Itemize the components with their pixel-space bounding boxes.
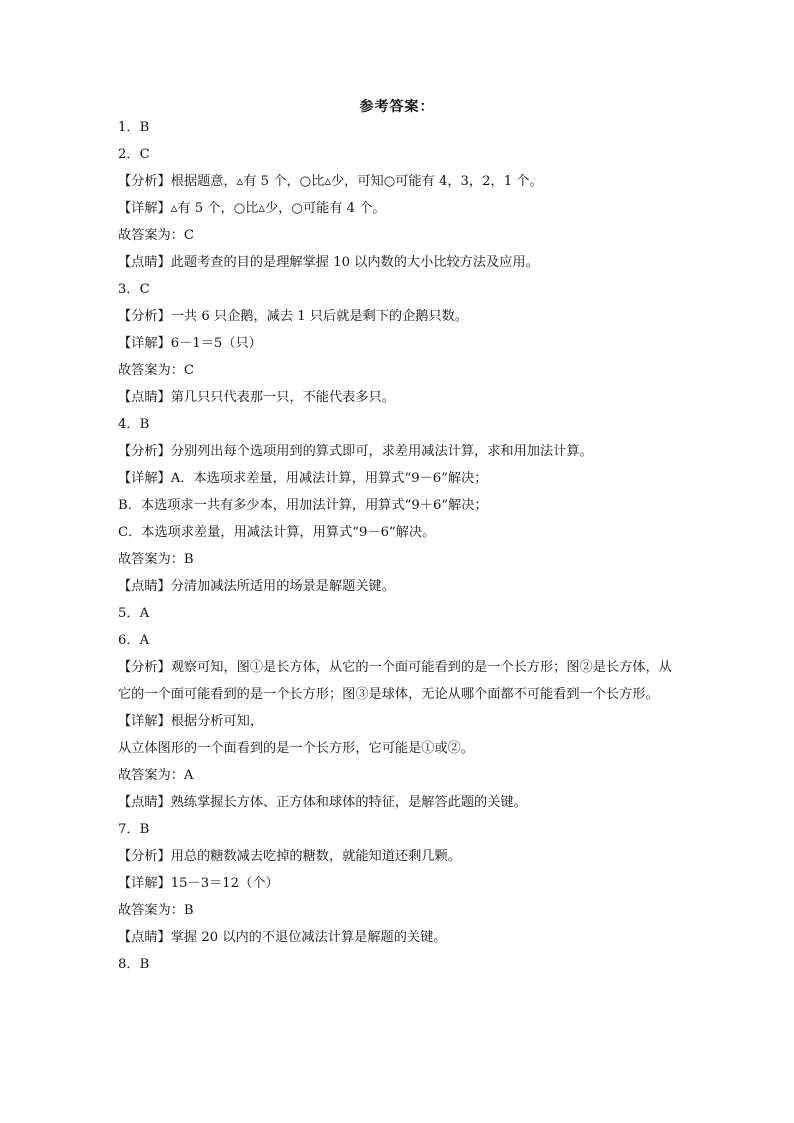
detail-line: 【详解】6－1＝5（只）	[118, 336, 262, 351]
answer-number: 8．B	[118, 957, 150, 972]
analysis-line: 【分析】根据题意，▵有 5 个，○比▵少，可知○可能有 4，3，2，1 个。	[118, 174, 543, 189]
analysis-line: 【分析】一共 6 只企鹅，减去 1 只后就是剩下的企鹅只数。	[118, 309, 469, 324]
answer-number: 1．B	[118, 120, 150, 135]
answer-number: 3．C	[118, 282, 150, 297]
answer-line: 故答案为：C	[118, 228, 195, 243]
comment-line: 【点睛】分清加减法所适用的场景是解题关键。	[118, 579, 395, 594]
detail-line: 【详解】15－3＝12（个）	[118, 876, 279, 891]
detail-line: 【详解】▵有 5 个，○比▵少，○可能有 4 个。	[118, 201, 386, 216]
comment-line: 【点睛】第几只只代表那一只，不能代表多只。	[118, 390, 395, 405]
answer-line: 故答案为：A	[118, 768, 194, 783]
page-title: 参考答案：	[359, 99, 435, 115]
answer-number: 6．A	[118, 633, 150, 648]
answer-number: 7．B	[118, 822, 150, 837]
detail-line: 从立体图形的一个面看到的是一个长方形，它可能是①或②。	[118, 741, 475, 756]
answer-line: 故答案为：C	[118, 363, 195, 378]
detail-line: 【详解】A．本选项求差量，用减法计算，用算式“9－6”解决；	[118, 471, 488, 486]
answer-number: 2．C	[118, 147, 150, 162]
analysis-line: 【分析】分别列出每个选项用到的算式即可，求差用减法计算，求和用加法计算。	[118, 444, 593, 459]
detail-line: B．本选项求一共有多少本，用加法计算，用算式“9＋6”解决；	[118, 498, 488, 513]
answer-number: 5．A	[118, 606, 150, 621]
analysis-line: 【分析】用总的糖数减去吃掉的糖数，就能知道还剩几颗。	[118, 849, 461, 864]
answer-line: 故答案为：B	[118, 903, 194, 918]
comment-line: 【点睛】熟练掌握长方体、正方体和球体的特征，是解答此题的关键。	[118, 795, 527, 810]
detail-line: 【详解】根据分析可知，	[118, 714, 264, 729]
answer-number: 4．B	[118, 417, 150, 432]
detail-line: C．本选项求差量，用减法计算，用算式“9－6”解决。	[118, 525, 436, 540]
answer-line: 故答案为：B	[118, 552, 194, 567]
comment-line: 【点睛】掌握 20 以内的不退位减法计算是解题的关键。	[118, 930, 447, 945]
answer-content	[118, 114, 678, 978]
analysis-paragraph: 【分析】观察可知，图①是长方体，从它的一个面可能看到的是一个长方形；图②是长方体，从它的一个面可能看到的是一个长方形；图③是球体，无论从哪个面都不可能看到一个长方形。	[118, 660, 672, 702]
comment-line: 【点睛】此题考查的目的是理解掌握 10 以内数的大小比较方法及应用。	[118, 255, 539, 270]
